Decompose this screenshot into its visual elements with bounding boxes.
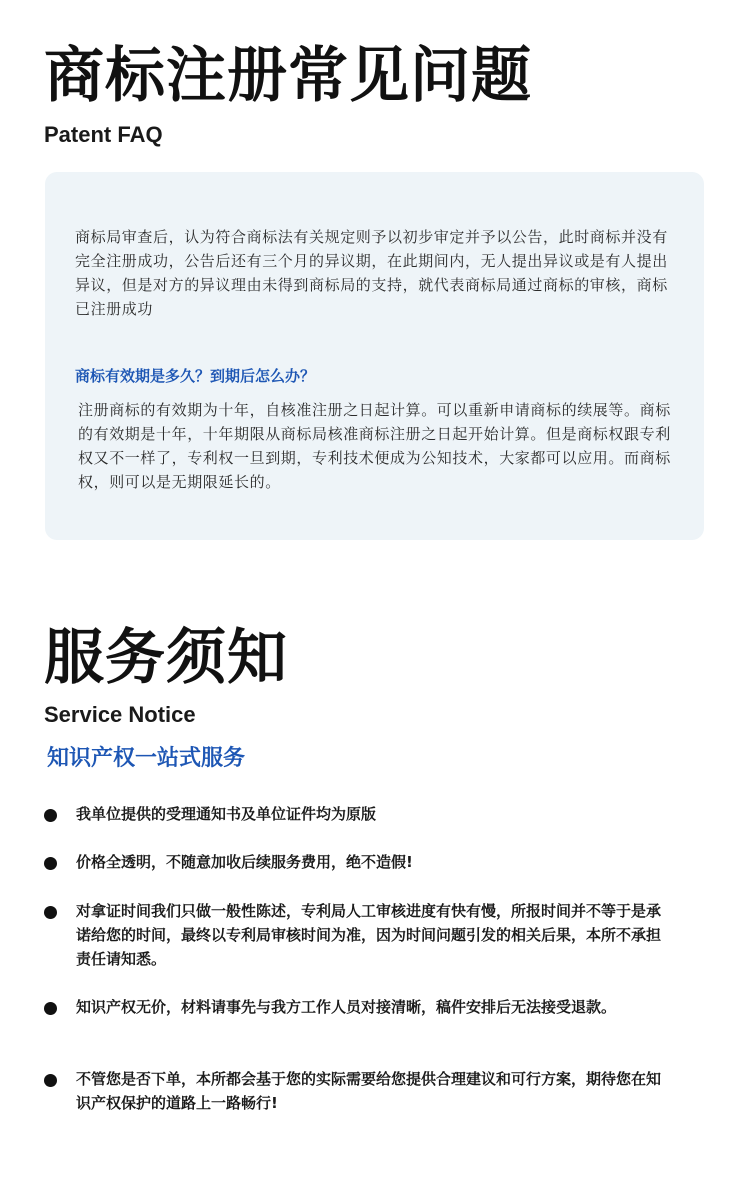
faq-answer-validity: 注册商标的有效期为十年，自核准注册之日起计算。可以重新申请商标的续展等。商标的有效期是十年，十年期限从商标局核准商标注册之日起开始计算。但是商标权跟专利权又不一样了，专利权一旦到期，专利技术便成为公知技术，大家都可以应用。而商标权，则可以是无期限延长的。 [78,401,671,491]
service-title: 服务须知 [44,623,288,693]
service-tagline: 知识产权一站式服务 [47,746,246,771]
notice-item-text: 我单位提供的受理通知书及单位证件均为原版 [76,805,377,823]
bullet-dot-icon [44,857,57,870]
faq-question-validity: 商标有效期是多久？到期后怎么办？ [75,367,316,385]
notice-item-text: 对拿证时间我们只做一般性陈述，专利局人工审核进度有快有慢，所报时间并不等于是承诺给您的时间，最终以专利局审核时间为准，因为时间问题引发的相关后果，本所不承担责任请知悉。 [76,902,662,968]
bullet-dot-icon [44,1074,57,1087]
bullet-dot-icon [44,809,57,822]
notice-item-text: 价格全透明，不随意加收后续服务费用，绝不造假! [76,853,413,871]
faq-title: 商标注册常见问题 [44,41,532,111]
faq-subtitle: Patent FAQ [44,122,163,147]
faq-answer-registration: 商标局审查后，认为符合商标法有关规定则予以初步审定并予以公告，此时商标并没有完全注册成功，公告后还有三个月的异议期，在此期间内，无人提出异议或是有人提出异议，但是对方的异议理由未得到商标局的支持，就代表商标局通过商标的审核，商标已注册成功 [75,228,668,318]
notice-item-text: 知识产权无价，材料请事先与我方工作人员对接清晰，稿件安排后无法接受退款。 [76,998,617,1016]
service-subtitle: Service Notice [44,702,196,727]
bullet-dot-icon [44,1002,57,1015]
notice-item-text: 不管您是否下单，本所都会基于您的实际需要给您提供合理建议和可行方案，期待您在知识产权保护的道路上一路畅行! [76,1070,662,1112]
bullet-dot-icon [44,906,57,919]
